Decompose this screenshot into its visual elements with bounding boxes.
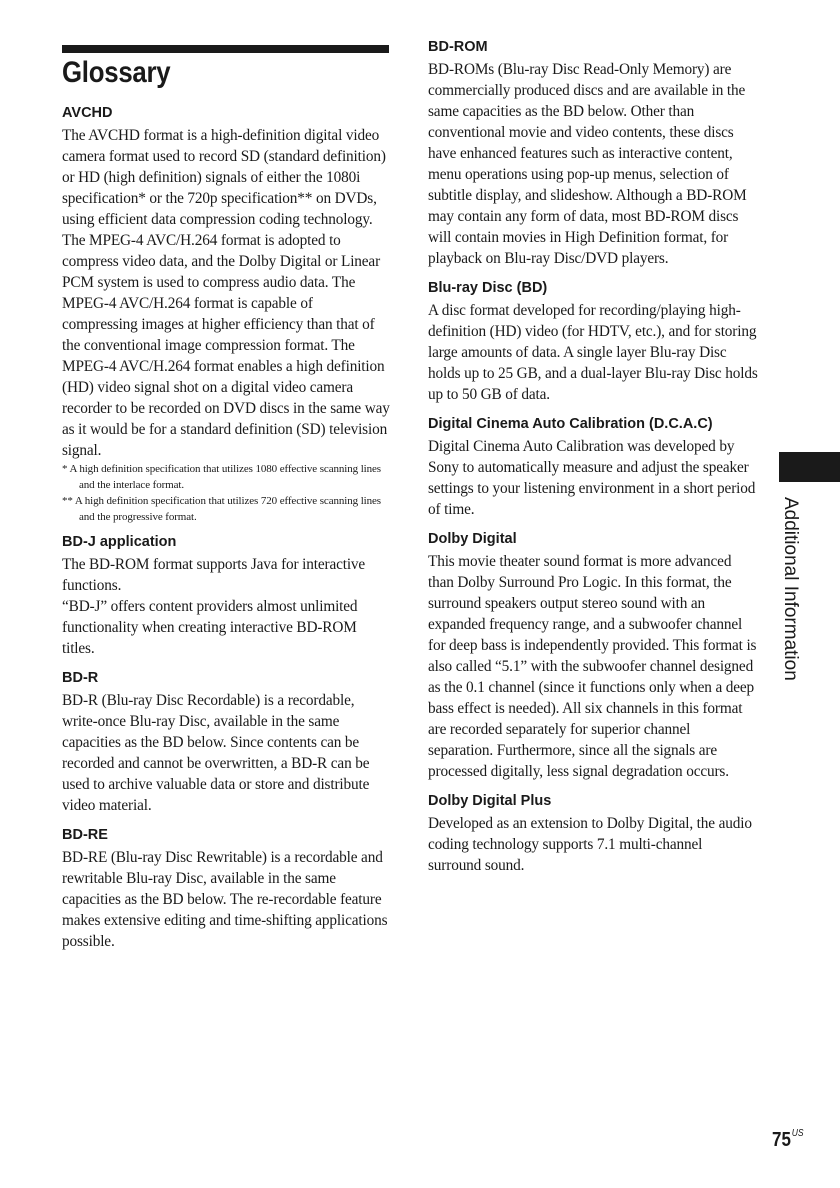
definition-bdr: BD-R (Blu-ray Disc Recordable) is a recordable, write-once Blu-ray Disc, available in the same capacities as the BD below. Since contents can be recorded and cannot be overwritten, a BD-R can be used to archive valuable data or store and distribute video material. <box>62 692 370 814</box>
footnotes <box>62 461 392 525</box>
definition-bdrom: BD-ROMs (Blu-ray Disc Read-Only Memory) are commercially produced discs and are available in the same capacities as the BD below. Other than conventional movie and video contents, these discs have enhanced features such as interactive content, menu operations using pop-up menus, selection of subtitle display, and slideshow. Although a BD-ROM may contain any form of data, most BD-ROM discs will contain movies in High Definition format, for playback on Blu-ray Disc/DVD players. <box>428 61 747 267</box>
entry-bluray <box>428 279 758 405</box>
term-dolby-digital: Dolby Digital <box>428 531 517 547</box>
definition-avchd: The AVCHD format is a high-definition digital video camera format used to record SD (standard definition) or HD (high definition) signals of either the 1080i specification* or the 720p specification** on DVDs, using efficient data compression coding technology. The MPEG-4 AVC/H.264 format is adopted to compress video data, and the Dolby Digital or Linear PCM system is used to compress audio data. The MPEG-4 AVC/H.264 format is capable of compressing images at higher efficiency than that of the conventional image compression format. The MPEG-4 AVC/H.264 format enables a high definition (HD) video signal shot on a digital video camera recorder to be recorded on DVD discs in the same way as it would be for a standard definition (SD) television signal. <box>62 127 390 459</box>
definition-dolby-digital: This movie theater sound format is more advanced than Dolby Surround Pro Logic. In this format, the surround speakers output stereo sound with an expanded frequency range, and a subwoofer channel for deep bass is independently provided. This format is also called “5.1” with the subwoofer channel designed as the 0.1 channel (since it functions only when a deep bass effect is needed). All six channels in this format are recorded separately for superior channel separation. Furthermore, since all the signals are processed digitally, less signal degradation occurs. <box>428 553 757 780</box>
definition-bdj-line1: The BD-ROM format supports Java for interactive functions. <box>62 556 366 594</box>
right-column <box>428 38 758 886</box>
section-side-label: Additional Information <box>780 497 801 681</box>
definition-bdj-line2: “BD-J” offers content providers almost unlimited functionality when creating interactive BD-ROM titles. <box>62 598 358 657</box>
entry-bdj <box>62 533 392 659</box>
title-rule <box>62 45 389 53</box>
term-bdr: BD-R <box>62 670 99 686</box>
term-dolby-digital-plus: Dolby Digital Plus <box>428 793 552 809</box>
term-bdrom: BD-ROM <box>428 39 488 55</box>
page-title: Glossary <box>62 56 171 89</box>
entry-avchd <box>62 104 392 525</box>
term-bluray: Blu-ray Disc (BD) <box>428 280 548 296</box>
term-bdre: BD-RE <box>62 827 108 843</box>
entry-dcac <box>428 415 758 520</box>
definition-bdre: BD-RE (Blu-ray Disc Rewritable) is a recordable and rewritable Blu-ray Disc, available in the same capacities as the BD below. The re-recordable feature makes extensive editing and time-shifting applications possible. <box>62 849 388 950</box>
term-avchd: AVCHD <box>62 105 113 121</box>
footnote-720p: ** A high definition specification that utilizes 720 effective scanning lines and the progressive format. <box>62 495 381 523</box>
page-number-value: 75 <box>772 1129 791 1151</box>
footnote-1080i: * A high definition specification that utilizes 1080 effective scanning lines and the interlace format. <box>62 463 381 491</box>
entry-bdre <box>62 826 392 952</box>
definition-bdj <box>62 554 392 659</box>
definition-dolby-digital-plus: Developed as an extension to Dolby Digital, the audio coding technology supports 7.1 multi-channel surround sound. <box>428 815 752 874</box>
entry-bdrom <box>428 38 758 269</box>
term-dcac: Digital Cinema Auto Calibration (D.C.A.C) <box>428 416 713 432</box>
entry-dolby-digital-plus <box>428 792 758 876</box>
entry-dolby-digital <box>428 530 758 782</box>
definition-bluray: A disc format developed for recording/playing high-definition (HD) video (for HDTV, etc.), and for storing large amounts of data. A single layer Blu-ray Disc holds up to 25 GB, and a dual-layer Blu-ray Disc holds up to 50 GB of data. <box>428 302 758 403</box>
left-column <box>62 104 392 962</box>
page-number <box>772 1128 804 1152</box>
definition-dcac: Digital Cinema Auto Calibration was developed by Sony to automatically measure and adjust the speaker settings to your listening environment in a short period of time. <box>428 438 756 518</box>
page-number-suffix: US <box>791 1128 804 1139</box>
entry-bdr <box>62 669 392 816</box>
term-bdj: BD-J application <box>62 534 177 550</box>
section-tab-marker <box>779 452 840 482</box>
